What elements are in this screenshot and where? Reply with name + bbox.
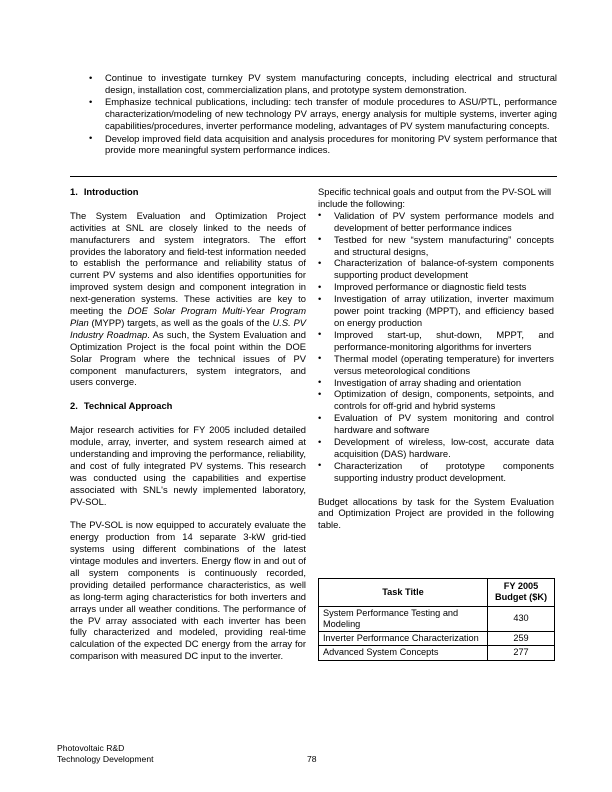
- goal-text: Validation of PV system performance models and development of better performance indices: [334, 209, 554, 233]
- section-number: 2.: [70, 400, 78, 412]
- right-column: [318, 186, 554, 531]
- table-header-row: [319, 579, 555, 607]
- horizontal-rule: [70, 176, 557, 177]
- bullet-text: Emphasize technical publications, including: tech transfer of module procedures to ASU/PTL, performance characterization/modeling of new technology PV arrays, energy analysis for multiple systems, inverter aging capabilities/procedures, inverter performance modeling, advantages of PV system manufacturing concepts.: [105, 96, 557, 132]
- list-item: [318, 353, 554, 377]
- goals-lead-in: Specific technical goals and output from the PV-SOL will include the following:: [318, 186, 552, 209]
- cell-task-title: System Performance Testing and Modeling: [319, 606, 488, 632]
- list-item: [70, 96, 557, 132]
- goal-text: Investigation of array utilization, inverter maximum power point tracking (MPPT), and efficiency based on energy production: [334, 293, 554, 328]
- list-item: [318, 234, 554, 258]
- introduction-paragraph: [70, 210, 306, 389]
- goal-text: Optimization of design, components, setpoints, and controls for off-grid and hybrid systems: [334, 388, 554, 412]
- goal-text: Investigation of array shading and orientation: [334, 376, 522, 388]
- section-number: 1.: [70, 186, 78, 197]
- budget-header-line1: FY 2005: [503, 581, 539, 591]
- cell-task-title: Advanced System Concepts: [319, 646, 488, 660]
- list-item: [318, 257, 554, 281]
- goal-text: Characterization of balance-of-system components supporting product development: [334, 257, 554, 281]
- footer-text: Technology Development: [57, 754, 154, 765]
- list-item: [318, 329, 554, 353]
- technical-goals-list: [318, 210, 554, 484]
- page-footer: [57, 743, 555, 765]
- table-row: [319, 646, 555, 660]
- goal-text: Characterization of prototype components supporting industry product development.: [334, 459, 554, 483]
- table-row: [319, 632, 555, 646]
- intro-italic-mypp: DOE Solar Program Multi-Year Program Plan: [70, 305, 306, 328]
- bullet-text: Develop improved field data acquisition and analysis procedures for monitoring PV system performance that provide more meaningful system performance indices.: [105, 132, 557, 156]
- list-item: [318, 436, 554, 460]
- section-heading-technical-approach: [70, 400, 306, 412]
- column-header-task-title: Task Title: [319, 579, 488, 607]
- footer-line-2: [57, 754, 555, 765]
- top-bullet-block: [70, 72, 557, 157]
- goal-text: Testbed for new “system manufacturing” concepts and structural designs,: [334, 233, 554, 257]
- table-row: [319, 606, 555, 632]
- list-item: [318, 281, 554, 293]
- left-column: [70, 186, 306, 674]
- top-bullet-list: [70, 72, 557, 156]
- list-item: [318, 460, 554, 484]
- cell-budget-amount: 430: [488, 606, 555, 632]
- section-title: Introduction: [83, 186, 139, 197]
- intro-text-part2: (MYPP) targets, as well as the goals of the: [88, 316, 273, 328]
- goal-text: Improved start-up, shut-down, MPPT, and performance-monitoring algorithms for inverters: [334, 328, 554, 352]
- section-title: Technical Approach: [83, 400, 173, 412]
- list-item: [318, 293, 554, 329]
- list-item: [70, 72, 557, 96]
- intro-text-part3: . As such, the System Evaluation and Optimization Project is the focal point within the DOE Solar Program where the technical issues of PV component manufacturers, system integrators, and users converge.: [70, 328, 306, 388]
- goal-text: Improved performance or diagnostic field tests: [334, 281, 527, 293]
- list-item: [318, 412, 554, 436]
- list-item: [318, 388, 554, 412]
- list-item: [318, 377, 554, 389]
- column-header-budget: [488, 579, 555, 607]
- section-heading-introduction: [70, 186, 306, 198]
- page-number: 78: [307, 754, 317, 765]
- budget-table: [318, 578, 555, 661]
- cell-budget-amount: 277: [488, 646, 555, 660]
- list-item: [318, 210, 554, 234]
- technical-approach-paragraph-2: The PV-SOL is now equipped to accurately evaluate the energy production from 14 separate 3-kW grid-tied systems using different combinations of the latest vintage modules and inverters. Energy flow in and out of all system components is continuously recorded, providing detailed performance characteristics, as well as long-term aging characteristics for both inverters and arrays under all weather conditions. The performance of the PV array associated with each inverter has been fully characterized and modeled, providing real-time calculation of the expected DC energy from the array for comparison with measured DC input to the inverter.: [70, 519, 306, 662]
- footer-line-1: Photovoltaic R&D: [57, 743, 125, 753]
- goal-text: Thermal model (operating temperature) for inverters versus meteorological conditions: [334, 352, 554, 376]
- intro-text-part1: The System Evaluation and Optimization Project activities at SNL are closely linked to the needs of manufacturers and system integrators. The effort provides the laboratory and field-test information needed to establish the performance and reliability status of current PV systems and also identifies opportunities for improved system design and component integration in next-generation systems. These activities are key to meeting the: [70, 209, 306, 317]
- list-item: [70, 133, 557, 157]
- goal-text: Development of wireless, low-cost, accurate data acquisition (DAS) hardware.: [334, 436, 554, 459]
- technical-approach-paragraph-1: Major research activities for FY 2005 included detailed module, array, inverter, and system research aimed at understanding and improving the performance, reliability, and cost of fully integrated PV systems. This research was conducted using the capabilities and expertise associated with SNL's newly implemented laboratory, PV-SOL.: [70, 424, 306, 507]
- goal-text: Evaluation of PV system monitoring and control hardware and software: [334, 412, 554, 436]
- bullet-text: Continue to investigate turnkey PV system manufacturing concepts, including electrical and structural design, installation cost, commercialization plans, and prototype system demonstration.: [105, 72, 557, 95]
- intro-italic-roadmap: U.S. PV Industry Roadmap: [70, 316, 307, 340]
- cell-budget-amount: 259: [488, 632, 555, 646]
- cell-task-title: Inverter Performance Characterization: [319, 632, 488, 646]
- budget-header-line2: Budget ($K): [494, 592, 548, 603]
- budget-intro-paragraph: Budget allocations by task for the System Evaluation and Optimization Project are provided in the following table.: [318, 495, 554, 531]
